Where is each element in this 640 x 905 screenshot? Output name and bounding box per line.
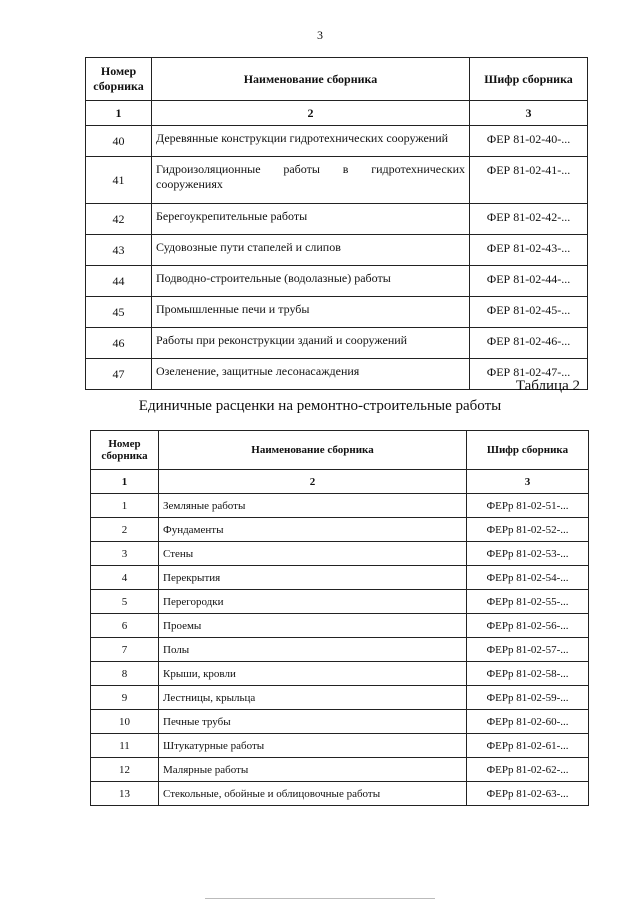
collection-code: ФЕРр 81-02-51-... [467, 494, 589, 518]
collection-number: 45 [86, 297, 152, 328]
page-number: 3 [317, 28, 323, 42]
collections-table-2 [90, 430, 589, 806]
collection-code: ФЕРр 81-02-58-... [467, 662, 589, 686]
collection-number: 10 [91, 710, 159, 734]
table-row [91, 758, 589, 782]
collection-code: ФЕР 81-02-47-... [470, 359, 588, 390]
collection-name: Малярные работы [159, 758, 467, 782]
table-2-label: Таблица 2 [515, 378, 580, 394]
collection-code: ФЕРр 81-02-56-... [467, 614, 589, 638]
table-row [91, 662, 589, 686]
collection-number: 9 [91, 686, 159, 710]
table-row [91, 782, 589, 806]
collection-number: 13 [91, 782, 159, 806]
collection-name: Подводно-строительные (водолазные) работы [152, 266, 470, 297]
column-index: 2 [152, 101, 470, 126]
collection-name: Проемы [159, 614, 467, 638]
column-index: 1 [91, 470, 159, 494]
collection-code: ФЕР 81-02-40-... [470, 126, 588, 157]
collection-code: ФЕРр 81-02-52-... [467, 518, 589, 542]
collection-number: 40 [86, 126, 152, 157]
table-2-title: Единичные расценки на ремонтно-строительные работы [138, 398, 502, 414]
collection-name: Деревянные конструкции гидротехнических сооружений [152, 126, 470, 157]
table-row [91, 710, 589, 734]
collection-name: Стены [159, 542, 467, 566]
collection-name: Работы при реконструкции зданий и сооружений [152, 328, 470, 359]
collection-code: ФЕР 81-02-43-... [470, 235, 588, 266]
collection-code: ФЕРр 81-02-61-... [467, 734, 589, 758]
table-row [91, 518, 589, 542]
collection-name: Полы [159, 638, 467, 662]
table-row [91, 734, 589, 758]
table-row [86, 204, 588, 235]
collection-number: 41 [86, 157, 152, 204]
collection-number: 8 [91, 662, 159, 686]
table-row [86, 157, 588, 204]
collection-code: ФЕР 81-02-42-... [470, 204, 588, 235]
collection-number: 2 [91, 518, 159, 542]
collection-name: Стекольные, обойные и облицовочные работы [159, 782, 467, 806]
table-row [91, 638, 589, 662]
collection-name: Лестницы, крыльца [159, 686, 467, 710]
collection-number: 43 [86, 235, 152, 266]
table-row [86, 235, 588, 266]
column-index-row [86, 101, 588, 126]
collection-number: 3 [91, 542, 159, 566]
table-header-row [86, 58, 588, 101]
collection-name: Берегоукрепительные работы [152, 204, 470, 235]
collection-code: ФЕР 81-02-46-... [470, 328, 588, 359]
column-index: 3 [467, 470, 589, 494]
header-collection-code: Шифр сборника [470, 58, 588, 101]
table-row [86, 297, 588, 328]
table-row [86, 126, 588, 157]
collection-code: ФЕРр 81-02-63-... [467, 782, 589, 806]
collection-code: ФЕР 81-02-44-... [470, 266, 588, 297]
collection-number: 12 [91, 758, 159, 782]
collection-name: Перегородки [159, 590, 467, 614]
collection-name: Гидроизоляционные работы в гидротехнических сооружениях [152, 157, 470, 204]
collection-name: Печные трубы [159, 710, 467, 734]
collection-name: Крыши, кровли [159, 662, 467, 686]
table-row [91, 614, 589, 638]
collection-number: 1 [91, 494, 159, 518]
table-row [91, 566, 589, 590]
collection-code: ФЕРр 81-02-54-... [467, 566, 589, 590]
collection-code: ФЕРр 81-02-62-... [467, 758, 589, 782]
page-bottom-rule [205, 898, 435, 899]
header-collection-code: Шифр сборника [467, 431, 589, 470]
collections-table-1 [85, 57, 588, 390]
collection-name: Фундаменты [159, 518, 467, 542]
collection-number: 4 [91, 566, 159, 590]
collection-number: 44 [86, 266, 152, 297]
table-row [91, 494, 589, 518]
column-index: 2 [159, 470, 467, 494]
table-row [91, 686, 589, 710]
column-index: 1 [86, 101, 152, 126]
collection-name: Судовозные пути стапелей и слипов [152, 235, 470, 266]
collection-number: 5 [91, 590, 159, 614]
column-index: 3 [470, 101, 588, 126]
collection-number: 47 [86, 359, 152, 390]
collection-number: 42 [86, 204, 152, 235]
header-collection-number: Номер сборника [91, 431, 159, 470]
collection-name: Перекрытия [159, 566, 467, 590]
collection-name: Земляные работы [159, 494, 467, 518]
table-row [86, 266, 588, 297]
collection-number: 11 [91, 734, 159, 758]
table-row [91, 542, 589, 566]
collection-code: ФЕРр 81-02-60-... [467, 710, 589, 734]
collection-code: ФЕРр 81-02-57-... [467, 638, 589, 662]
collection-number: 46 [86, 328, 152, 359]
collection-code: ФЕРр 81-02-59-... [467, 686, 589, 710]
collection-code: ФЕРр 81-02-53-... [467, 542, 589, 566]
collection-name: Озеленение, защитные лесонасаждения [152, 359, 470, 390]
collection-code: ФЕР 81-02-45-... [470, 297, 588, 328]
table-header-row [91, 431, 589, 470]
collection-name: Штукатурные работы [159, 734, 467, 758]
collection-code: ФЕРр 81-02-55-... [467, 590, 589, 614]
column-index-row [91, 470, 589, 494]
collection-code: ФЕР 81-02-41-... [470, 157, 588, 204]
header-collection-number: Номер сборника [86, 58, 152, 101]
collection-number: 6 [91, 614, 159, 638]
table-row [91, 590, 589, 614]
collection-number: 7 [91, 638, 159, 662]
table-row [86, 328, 588, 359]
header-collection-name: Наименование сборника [159, 431, 467, 470]
collection-name: Промышленные печи и трубы [152, 297, 470, 328]
header-collection-name: Наименование сборника [152, 58, 470, 101]
